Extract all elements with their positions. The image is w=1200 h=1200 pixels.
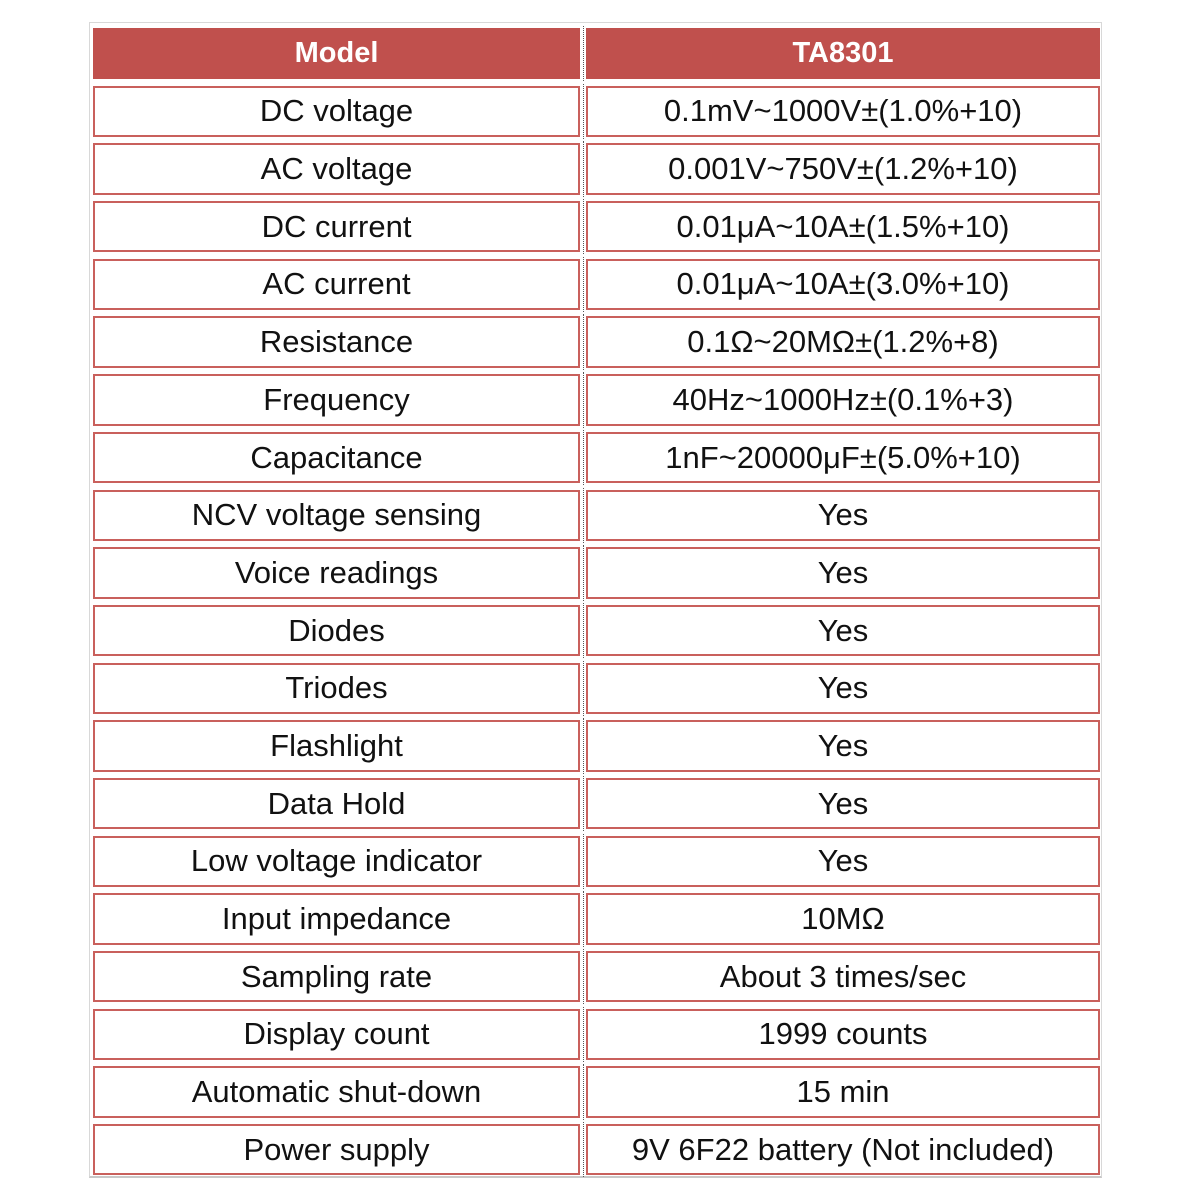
spec-value: 10MΩ xyxy=(586,893,1100,944)
spec-label: Low voltage indicator xyxy=(93,836,580,887)
spec-label: Voice readings xyxy=(93,547,580,598)
spec-table xyxy=(93,28,1100,1175)
spec-value: Yes xyxy=(586,605,1100,656)
spec-value: Yes xyxy=(586,663,1100,714)
spec-value: 0.01μA~10A±(3.0%+10) xyxy=(586,259,1100,310)
spec-label: NCV voltage sensing xyxy=(93,490,580,541)
spec-value: 0.01μA~10A±(1.5%+10) xyxy=(586,201,1100,252)
spec-label: Frequency xyxy=(93,374,580,425)
header-model: Model xyxy=(93,28,580,79)
spec-label: Flashlight xyxy=(93,720,580,771)
spec-label: Power supply xyxy=(93,1124,580,1175)
spec-value: 0.001V~750V±(1.2%+10) xyxy=(586,143,1100,194)
spec-label: Display count xyxy=(93,1009,580,1060)
spec-label: AC current xyxy=(93,259,580,310)
spec-value: Yes xyxy=(586,836,1100,887)
spec-value: 0.1Ω~20MΩ±(1.2%+8) xyxy=(586,316,1100,367)
spec-label: Diodes xyxy=(93,605,580,656)
spec-label: Capacitance xyxy=(93,432,580,483)
spec-label: Sampling rate xyxy=(93,951,580,1002)
spec-value: 0.1mV~1000V±(1.0%+10) xyxy=(586,86,1100,137)
spec-label: Data Hold xyxy=(93,778,580,829)
spec-value: Yes xyxy=(586,778,1100,829)
spec-label: AC voltage xyxy=(93,143,580,194)
spec-value: 40Hz~1000Hz±(0.1%+3) xyxy=(586,374,1100,425)
spec-value: 9V 6F22 battery (Not included) xyxy=(586,1124,1100,1175)
spec-value: 1nF~20000μF±(5.0%+10) xyxy=(586,432,1100,483)
spec-value: Yes xyxy=(586,490,1100,541)
spec-value: About 3 times/sec xyxy=(586,951,1100,1002)
spec-label: DC current xyxy=(93,201,580,252)
spec-label: Triodes xyxy=(93,663,580,714)
spec-label: DC voltage xyxy=(93,86,580,137)
spec-value: Yes xyxy=(586,720,1100,771)
spec-value: Yes xyxy=(586,547,1100,598)
spec-label: Resistance xyxy=(93,316,580,367)
spec-label: Automatic shut-down xyxy=(93,1066,580,1117)
spec-value: 1999 counts xyxy=(586,1009,1100,1060)
header-model-name: TA8301 xyxy=(586,28,1100,79)
spec-label: Input impedance xyxy=(93,893,580,944)
spec-value: 15 min xyxy=(586,1066,1100,1117)
